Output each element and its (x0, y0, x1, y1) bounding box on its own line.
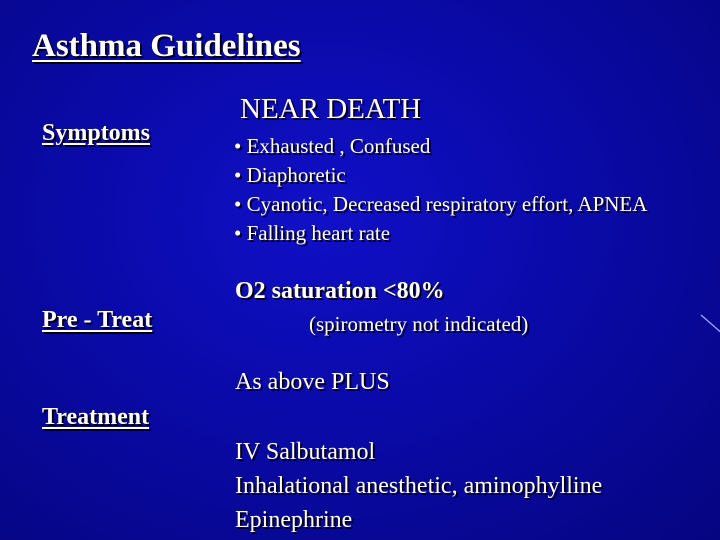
pretreat-main-text: O2 saturation <80% (235, 278, 445, 304)
slide-title: Asthma Guidelines (32, 28, 301, 64)
treatment-intro: As above PLUS (235, 369, 390, 395)
treatment-item: Inhalational anesthetic, aminophylline (235, 473, 603, 499)
pretreat-note: (spirometry not indicated) (309, 312, 529, 336)
severity-heading: NEAR DEATH (240, 93, 422, 125)
treatment-item: IV Salbutamol (235, 439, 376, 465)
symptoms-label: Symptoms (42, 120, 151, 146)
symptom-list (234, 132, 647, 248)
symptom-item: • Exhausted , Confused (234, 134, 431, 158)
symptom-item: • Falling heart rate (234, 221, 391, 245)
symptom-item: • Diaphoretic (234, 163, 346, 187)
treatment-list (235, 435, 602, 537)
pretreat-label: Pre - Treat (42, 307, 153, 333)
symptom-item: • Cyanotic, Decreased respiratory effort, APNEA (234, 192, 648, 216)
treatment-label: Treatment (42, 404, 150, 430)
treatment-item: Epinephrine (235, 507, 353, 533)
decorative-line (700, 314, 720, 336)
